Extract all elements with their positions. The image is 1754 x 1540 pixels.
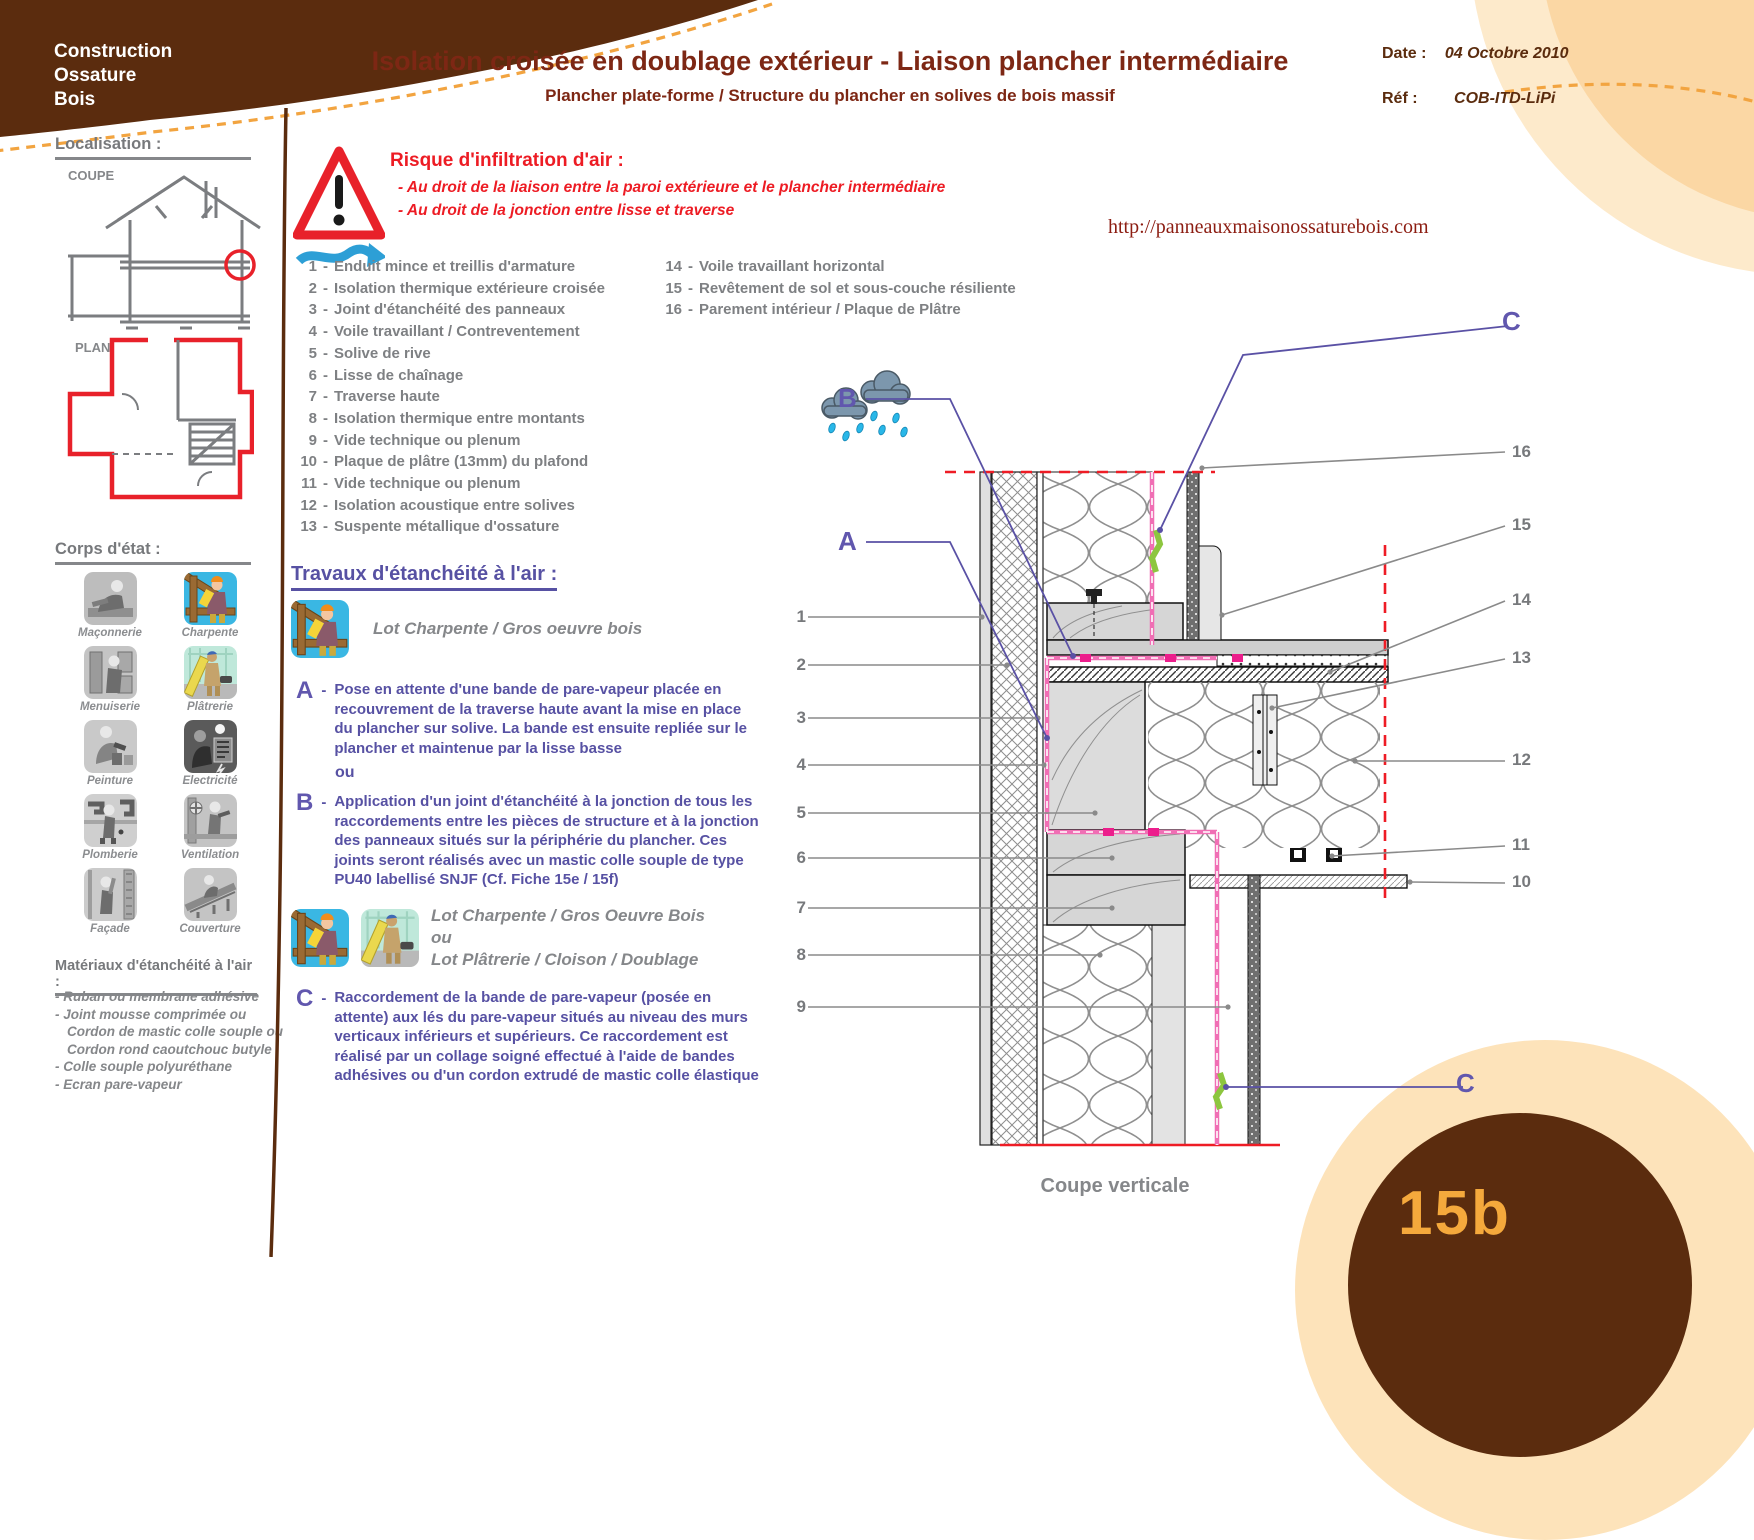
ventilation-icon — [184, 794, 237, 847]
trade-menuiserie — [60, 646, 160, 720]
materiaux-item: - Ecran pare-vapeur — [55, 1076, 182, 1092]
callout-7: 7 — [796, 898, 806, 917]
sidebar-separator-line — [271, 108, 286, 1257]
travaux-heading: Travaux d'étanchéité à l'air : — [291, 563, 557, 591]
drawing-caption: Coupe verticale — [1040, 1175, 1190, 1197]
trade-label: Charpente — [181, 627, 239, 639]
trade-label: Electricité — [182, 775, 238, 787]
trade-label: Plâtrerie — [186, 701, 234, 713]
trade-label: Couverture — [179, 923, 241, 935]
callout-5: 5 — [796, 803, 806, 822]
callout-9: 9 — [796, 997, 806, 1016]
legend-item: 10 - Plaque de plâtre (13mm) du plafond — [300, 453, 589, 471]
floor-covering — [1047, 640, 1388, 655]
menuiserie-icon — [84, 646, 137, 699]
materiaux-item: - Joint mousse comprimée ou — [55, 1006, 247, 1022]
callout-8: 8 — [796, 945, 806, 964]
legend-item: 14 - Voile travaillant horizontal — [665, 258, 885, 275]
item-a-letter: A — [296, 677, 314, 704]
callout-16: 16 — [1512, 442, 1531, 461]
item-c-text: Raccordement de la bande de pare-vapeur (posée en attente) aux lés du pare-vapeur situés au niveau des murs verticaux inférieurs et supérieurs. Ce raccordement est réalisé par un collage soigné effectué à l'aide de bandes adhésives ou d'un cordon extrudé de mastic colle élastique — [334, 989, 759, 1084]
lot2-label-2: ou — [431, 928, 452, 947]
legend-item: 3 - Joint d'étanchéité des panneaux — [308, 301, 566, 319]
risk-title: Risque d'infiltration d'air : — [390, 150, 624, 171]
materiaux-item: Cordon de mastic colle souple ou — [67, 1024, 284, 1039]
callout-11: 11 — [1512, 835, 1530, 854]
trades-grid — [60, 572, 270, 942]
maconnerie-icon — [84, 572, 137, 625]
callout-3: 3 — [796, 708, 806, 727]
lower-parement — [1248, 875, 1260, 1145]
date-label: Date : — [1382, 45, 1427, 62]
legend-item: 16 - Parement intérieur / Plaque de Plâtre — [665, 301, 961, 319]
page-title: Isolation croisée en doublage extérieur - Liaison plancher intermédiaire — [371, 46, 1289, 76]
item-c-letter: C — [296, 985, 314, 1012]
legend-item: 15 - Revêtement de sol et sous-couche résiliente — [665, 279, 1016, 297]
ref-row — [1382, 90, 1555, 108]
lower-wall-stud — [1152, 925, 1185, 1145]
trade-label: Peinture — [86, 775, 133, 787]
callout-6: 6 — [796, 848, 806, 867]
trade-facade — [60, 868, 160, 942]
legend-item: 4 - Voile travaillant / Contreventement — [308, 323, 580, 341]
callout-letter-c-bottom: C — [1456, 1068, 1475, 1098]
brand-line: Ossature — [54, 65, 137, 86]
lower-wall-insulation — [1043, 925, 1152, 1145]
rim-joist — [1047, 682, 1145, 830]
electricite-icon — [184, 720, 237, 773]
callout-4: 4 — [796, 755, 806, 774]
skirting — [1199, 546, 1221, 640]
materiaux-item: - Colle souple polyuréthane — [55, 1059, 233, 1074]
lower-wall-plates — [1047, 830, 1185, 925]
trade-label: Menuiserie — [79, 701, 141, 713]
plomberie-icon — [84, 794, 137, 847]
callout-letter-a: A — [838, 526, 857, 556]
risk-line-2: - Au droit de la jonction entre lisse et traverse — [398, 202, 735, 219]
lot1-label: Lot Charpente / Gros oeuvre bois — [373, 619, 643, 638]
brand-line: Bois — [54, 89, 96, 110]
trade-label: Façade — [90, 923, 130, 935]
callout-1: 1 — [796, 607, 806, 626]
website-url: http://panneauxmaisonossaturebois.com — [1108, 216, 1429, 238]
legend-item: 7 - Traverse haute — [308, 388, 440, 406]
callout-2: 2 — [796, 655, 806, 674]
risk-line-1: - Au droit de la liaison entre la paroi extérieure et le plancher intermédiaire — [398, 179, 946, 196]
callout-12: 12 — [1512, 750, 1531, 769]
ref-label: Réf : — [1382, 90, 1418, 107]
trade-platrerie — [160, 646, 260, 720]
legend-item: 8 - Isolation thermique entre montants — [308, 409, 585, 427]
date-row — [1382, 45, 1569, 63]
legend-item: 2 - Isolation thermique extérieure croisée — [308, 279, 605, 297]
trade-label: Ventilation — [180, 849, 240, 861]
trade-label: Maçonnerie — [78, 627, 142, 639]
item-b-text: Application d'un joint d'étanchéité à la jonction de tous les raccordements entre les pièces de structure et à la jonction des panneaux situés sur la périphérie du plancher. Ces joints seront réalisés avec un mastic colle souple de type PU40 labellisé SNJF (Cf. Fiche 15e / 15f) — [334, 793, 759, 888]
or-separator: ou — [335, 764, 355, 781]
vertical-section-drawing — [770, 300, 1560, 1160]
platrerie-icon — [184, 646, 237, 699]
couverture-icon — [184, 868, 237, 921]
charpente-icon — [184, 572, 237, 625]
legend-item: 12 - Isolation acoustique entre solives — [300, 496, 575, 514]
localisation-heading: Localisation : — [55, 135, 251, 160]
item-b-letter: B — [296, 789, 314, 816]
legend-item: 1 - Enduit mince et treillis d'armature — [308, 258, 576, 275]
lot2-label-3: Lot Plâtrerie / Cloison / Doublage — [431, 950, 699, 969]
ref-value: COB-ITD-LiPi — [1454, 90, 1556, 107]
plan-label: PLAN — [75, 340, 111, 355]
ceiling-plasterboard — [1190, 875, 1407, 888]
callout-letter-b: B — [838, 383, 857, 413]
trade-label: Plomberie — [82, 849, 138, 861]
trade-electricite — [160, 720, 260, 794]
materiaux-item: - Ruban ou membrane adhésive — [55, 989, 260, 1004]
trade-plomberie — [60, 794, 160, 868]
callout-letter-c-top: C — [1502, 306, 1521, 336]
page-subtitle: Plancher plate-forme / Structure du plancher en solives de bois massif — [545, 86, 1115, 105]
lot2-label-1: Lot Charpente / Gros Oeuvre Bois — [431, 906, 705, 925]
trade-couverture — [160, 868, 260, 942]
peinture-icon — [84, 720, 137, 773]
legend-item: 6 - Lisse de chaînage — [308, 366, 464, 384]
trade-charpente — [160, 572, 260, 646]
legend-item: 9 - Vide technique ou plenum — [308, 431, 521, 449]
callout-14: 14 — [1512, 590, 1531, 609]
legend-item: 5 - Solive de rive — [308, 344, 431, 362]
rain-clouds-icon — [822, 371, 910, 442]
coupe-label: COUPE — [68, 168, 115, 183]
item-a-text: Pose en attente d'une bande de pare-vapeur placée en recouvrement de la traverse haute avant la mise en place du plancher sur solive. La bande est ensuite repliée sur le plancher et maintenue par la lisse basse — [334, 681, 747, 757]
brand-block — [54, 40, 172, 112]
brand-line: Construction — [54, 41, 173, 62]
callout-15: 15 — [1512, 515, 1531, 534]
facade-icon — [84, 868, 137, 921]
legend-item: 11 - Vide technique ou plenum — [301, 475, 521, 493]
trade-ventilation — [160, 794, 260, 868]
upper-parement — [1187, 472, 1199, 640]
item-a: A - Pose en attente d'une bande de pare-vapeur placée en recouvrement de la traverse haute avant la mise en place du plancher sur solive. La bande est ensuite repliée sur le plancher et maintenue par la lisse basse — [296, 680, 762, 758]
trade-maconnerie — [60, 572, 160, 646]
corps-etat-heading: Corps d'état : — [55, 540, 251, 565]
trade-peinture — [60, 720, 160, 794]
item-c: C - Raccordement de la bande de pare-vapeur (posée en attente) aux lés du pare-vapeur situés au niveau des murs verticaux inférieurs et supérieurs. Ce raccordement est réalisé par un collage soigné effectué à l'aide de bandes adhésives ou d'un cordon extrudé de mastic colle élastique — [296, 988, 762, 1086]
materiaux-heading: Matériaux d'étanchéité à l'air : — [55, 958, 257, 996]
upper-wall-insulation — [1043, 472, 1152, 603]
item-b: B - Application d'un joint d'étanchéité à la jonction de tous les raccordements entre les pièces de structure et à la jonction des panneaux situés sur la périphérie du plancher. Ces joints seront réalisés avec un mastic colle souple de type PU40 labellisé SNJF (Cf. Fiche 15e / 15f) — [296, 792, 762, 890]
legend-item: 13 - Suspente métallique d'ossature — [300, 518, 560, 536]
callout-13: 13 — [1512, 648, 1531, 667]
callout-10: 10 — [1512, 872, 1531, 891]
materiaux-item: Cordon rond caoutchouc butyle — [67, 1041, 272, 1057]
date-value: 04 Octobre 2010 — [1444, 45, 1569, 62]
sheet-number-badge: 15b — [1398, 1179, 1511, 1248]
